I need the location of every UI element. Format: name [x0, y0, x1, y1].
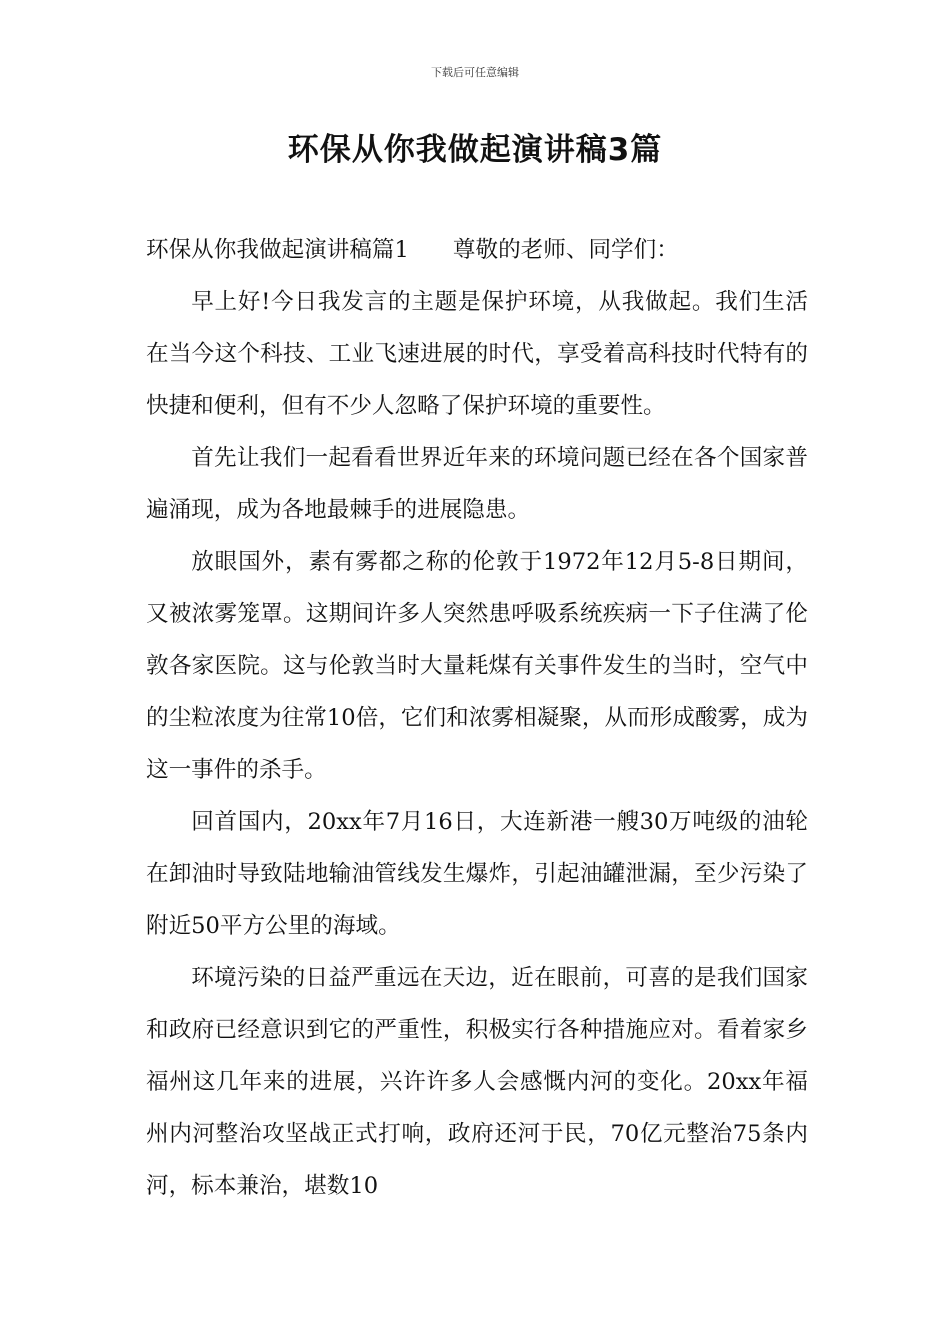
paragraph-3: 放眼国外，素有雾都之称的伦敦于1972年12月5-8日期间，又被浓雾笼罩。这期间许多人突然患呼吸系统疾病一下子住满了伦敦各家医院。这与伦敦当时大量耗煤有关事件发生的当时，空气中的尘粒浓度为往常10倍，它们和浓雾相凝聚，从而形成酸雾，成为这一事件的杀手。	[146, 549, 808, 783]
document-body	[146, 224, 808, 1212]
paragraph-4: 回首国内，20xx年7月16日，大连新港一艘30万吨级的油轮在卸油时导致陆地输油管线发生爆炸，引起油罐泄漏，至少污染了附近50平方公里的海域。	[146, 809, 808, 939]
section-label: 环保从你我做起演讲稿篇1	[146, 237, 409, 263]
paragraph-5: 环境污染的日益严重远在天边，近在眼前，可喜的是我们国家和政府已经意识到它的严重性，积极实行各种措施应对。看着家乡福州这几年来的进展，兴许许多人会感慨内河的变化。20xx年福州内河整治攻坚战正式打响，政府还河于民，70亿元整治75条内河，标本兼治，堪数10	[146, 965, 808, 1199]
paragraph-1: 早上好!今日我发言的主题是保护环境，从我做起。我们生活在当今这个科技、工业飞速进展的时代，享受着高科技时代特有的快捷和便利，但有不少人忽略了保护环境的重要性。	[146, 289, 808, 419]
salutation: 尊敬的老师、同学们：	[452, 237, 679, 263]
first-line	[146, 224, 808, 276]
document-title: 环保从你我做起演讲稿3篇	[287, 132, 663, 168]
paragraph-2: 首先让我们一起看看世界近年来的环境问题已经在各个国家普遍涌现，成为各地最棘手的进展隐患。	[146, 445, 808, 523]
header-note: 下载后可任意编辑	[431, 66, 519, 79]
